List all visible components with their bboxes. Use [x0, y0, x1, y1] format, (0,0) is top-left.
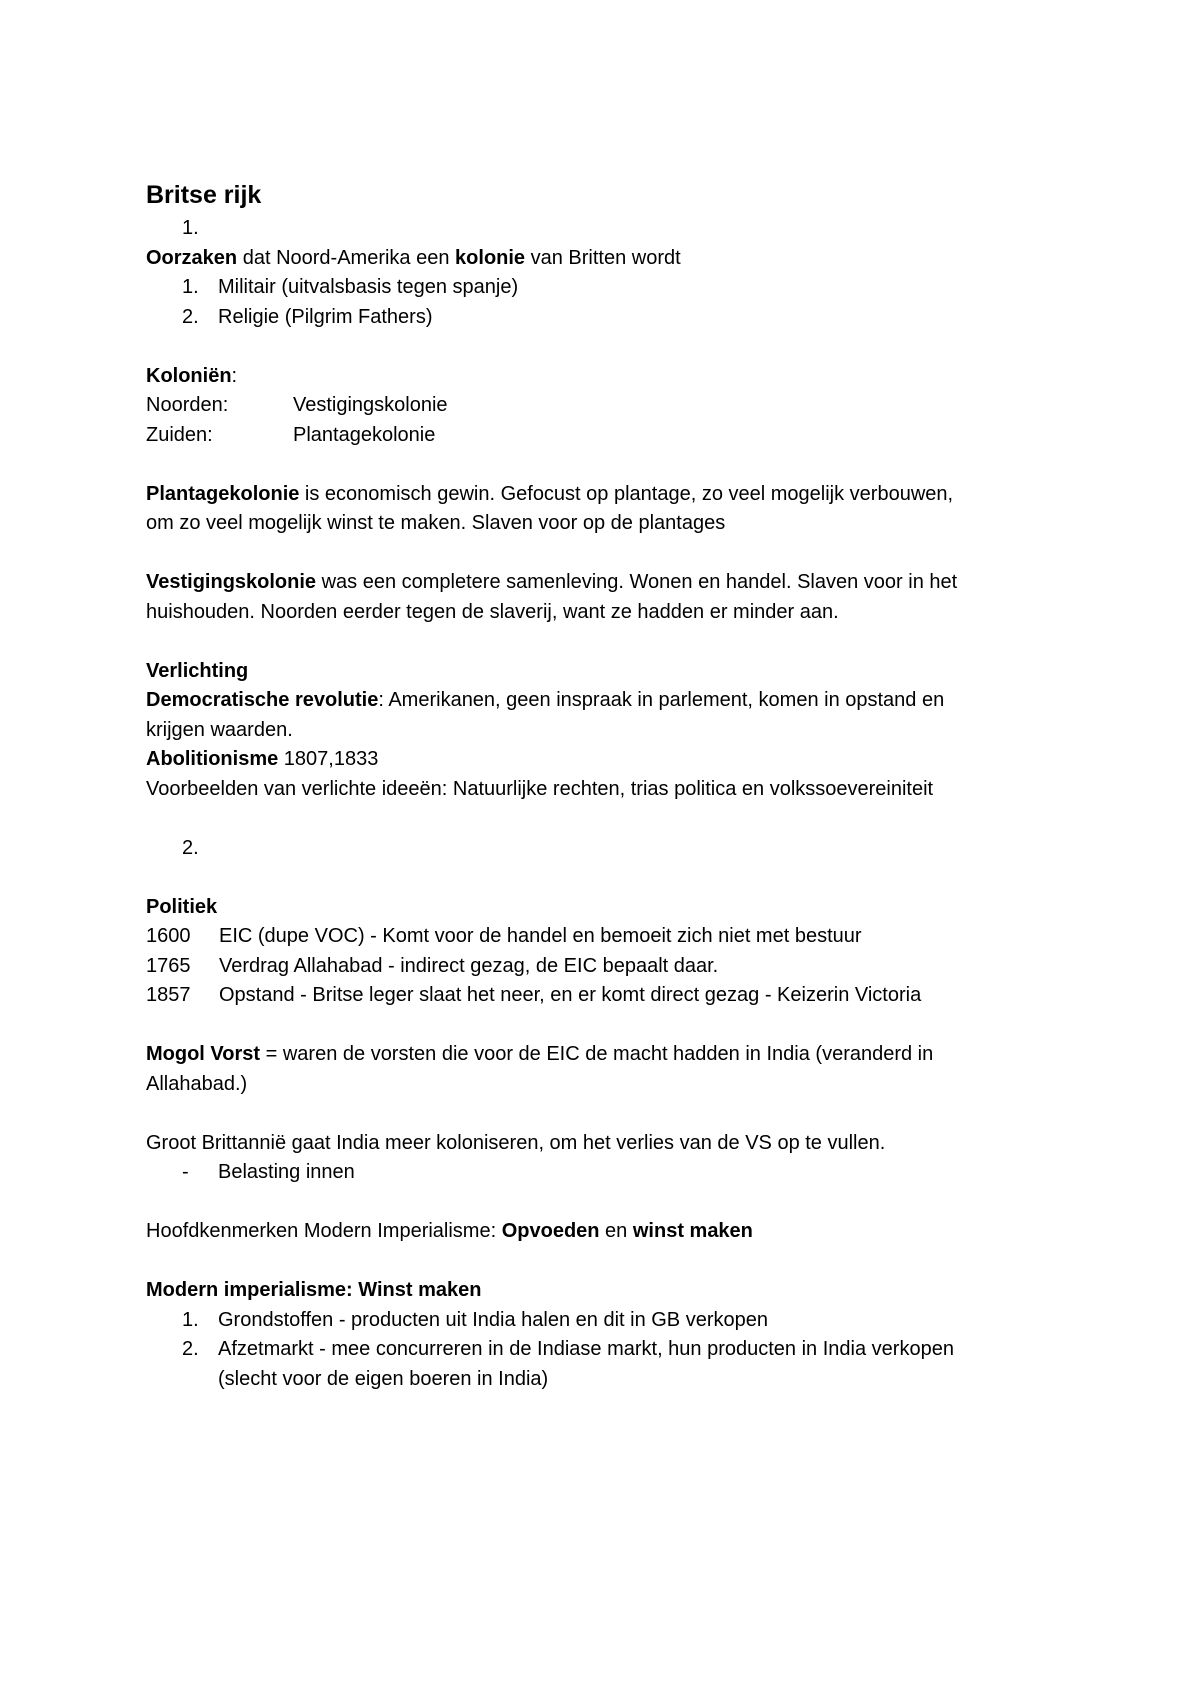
list-number: 1.	[182, 276, 199, 298]
vestiging-term: Vestigingskolonie	[146, 571, 317, 593]
list-item	[146, 1306, 1066, 1336]
democratische-paragraph	[146, 686, 1066, 716]
hoofdkenmerken-line	[146, 1217, 1066, 1247]
plantage-line-1: is economisch gewin. Gefocust op plantage, zo veel mogelijk verbouwen,	[299, 482, 954, 505]
mogol-line-2: Allahabad.)	[146, 1072, 248, 1095]
section-number-label: 2.	[182, 836, 199, 859]
hoofdkenmerken-text: Hoofdkenmerken Modern Imperialisme:	[146, 1220, 502, 1242]
list-text: Grondstoffen - producten uit India halen en dit in GB verkopen	[218, 1308, 768, 1331]
list-text: Militair (uitvalsbasis tegen spanje)	[218, 276, 519, 298]
list-text-continued: (slecht voor de eigen boeren in India)	[218, 1367, 549, 1390]
verlichting-term: Verlichting	[146, 659, 249, 682]
list-item	[146, 303, 1066, 333]
list-number: 2.	[182, 1338, 199, 1360]
kolonie-region: Noorden:	[146, 394, 229, 416]
timeline-year: 1857	[146, 984, 191, 1006]
kolonien-term: Koloniën	[146, 364, 232, 387]
plantage-paragraph	[146, 480, 1066, 510]
timeline-year: 1600	[146, 925, 191, 947]
mogol-term: Mogol Vorst	[146, 1043, 261, 1065]
winst-maken-term: winst maken	[632, 1220, 753, 1242]
section-number-label: 1.	[182, 217, 199, 239]
list-number: 2.	[182, 305, 199, 328]
democratische-term: Democratische revolutie	[146, 689, 379, 711]
list-text: Religie (Pilgrim Fathers)	[218, 305, 433, 328]
timeline-year: 1765	[146, 954, 191, 977]
voorbeelden-line: Voorbeelden van verlichte ideeën: Natuurlijke rechten, trias politica en volkssoevereiniteit	[146, 777, 934, 800]
document-page	[146, 178, 1066, 1394]
kolonie-row	[146, 421, 1066, 451]
timeline-row	[146, 981, 1066, 1011]
timeline-text: Opstand - Britse leger slaat het neer, en er komt direct gezag - Keizerin Victoria	[219, 984, 922, 1006]
kolonie-term: kolonie	[455, 246, 526, 269]
vestiging-line-2: huishouden. Noorden eerder tegen de slaverij, want ze hadden er minder aan.	[146, 600, 839, 623]
vestiging-paragraph	[146, 568, 1066, 598]
document-title: Britse rijk	[146, 181, 262, 209]
politiek-term: Politiek	[146, 895, 218, 918]
kolonien-colon: :	[231, 364, 238, 387]
oorzaken-text-1: dat Noord-Amerika een	[237, 246, 456, 269]
groot-brittannie-line: Groot Brittannië gaat India meer koloniseren, om het verlies van de VS op te vullen.	[146, 1131, 886, 1154]
section-number-1	[146, 214, 1066, 244]
verlichting-heading	[146, 657, 1066, 687]
timeline-text: EIC (dupe VOC) - Komt voor de handel en bemoeit zich niet met bestuur	[219, 925, 862, 947]
hoofdkenmerken-connector: en	[599, 1220, 633, 1242]
plantage-line-2: om zo veel mogelijk winst te maken. Slaven voor op de plantages	[146, 512, 726, 534]
oorzaken-term: Oorzaken	[146, 246, 238, 269]
abolitionisme-term: Abolitionisme	[146, 748, 279, 770]
plantage-term: Plantagekolonie	[146, 482, 300, 505]
oorzaken-paragraph	[146, 244, 1066, 274]
vestiging-line-1: was een completere samenleving. Wonen en handel. Slaven voor in het	[316, 571, 958, 593]
abolitionisme-line	[146, 745, 1066, 775]
democratische-line-1: : Amerikanen, geen inspraak in parlement, komen in opstand en	[378, 689, 945, 711]
kolonie-type: Plantagekolonie	[293, 423, 436, 446]
list-item	[146, 1335, 1066, 1394]
section-number-2	[146, 834, 1066, 864]
mogol-paragraph	[146, 1040, 1066, 1070]
democratische-line-2: krijgen waarden.	[146, 718, 293, 741]
modern-term: Modern imperialisme: Winst maken	[146, 1279, 482, 1301]
abolitionisme-years: 1807,1833	[278, 748, 379, 770]
mogol-line-1: = waren de vorsten die voor de EIC de macht hadden in India (veranderd in	[260, 1043, 934, 1065]
timeline-row	[146, 952, 1066, 982]
oorzaken-text-2: van Britten wordt	[525, 246, 681, 269]
timeline-text: Verdrag Allahabad - indirect gezag, de EIC bepaalt daar.	[219, 954, 719, 977]
bullet-item	[146, 1158, 1066, 1188]
kolonien-heading	[146, 362, 1066, 392]
bullet-dash: -	[182, 1161, 189, 1183]
list-number: 1.	[182, 1308, 199, 1331]
kolonie-region: Zuiden:	[146, 423, 213, 446]
list-text: Afzetmarkt - mee concurreren in de Indiase markt, hun producten in India verkopen	[218, 1338, 954, 1360]
list-item	[146, 273, 1066, 303]
politiek-heading	[146, 893, 1066, 923]
opvoeden-term: Opvoeden	[501, 1220, 600, 1242]
kolonie-type: Vestigingskolonie	[293, 394, 448, 416]
modern-heading	[146, 1276, 1066, 1306]
kolonie-row	[146, 391, 1066, 421]
timeline-row	[146, 922, 1066, 952]
bullet-text: Belasting innen	[218, 1161, 355, 1183]
